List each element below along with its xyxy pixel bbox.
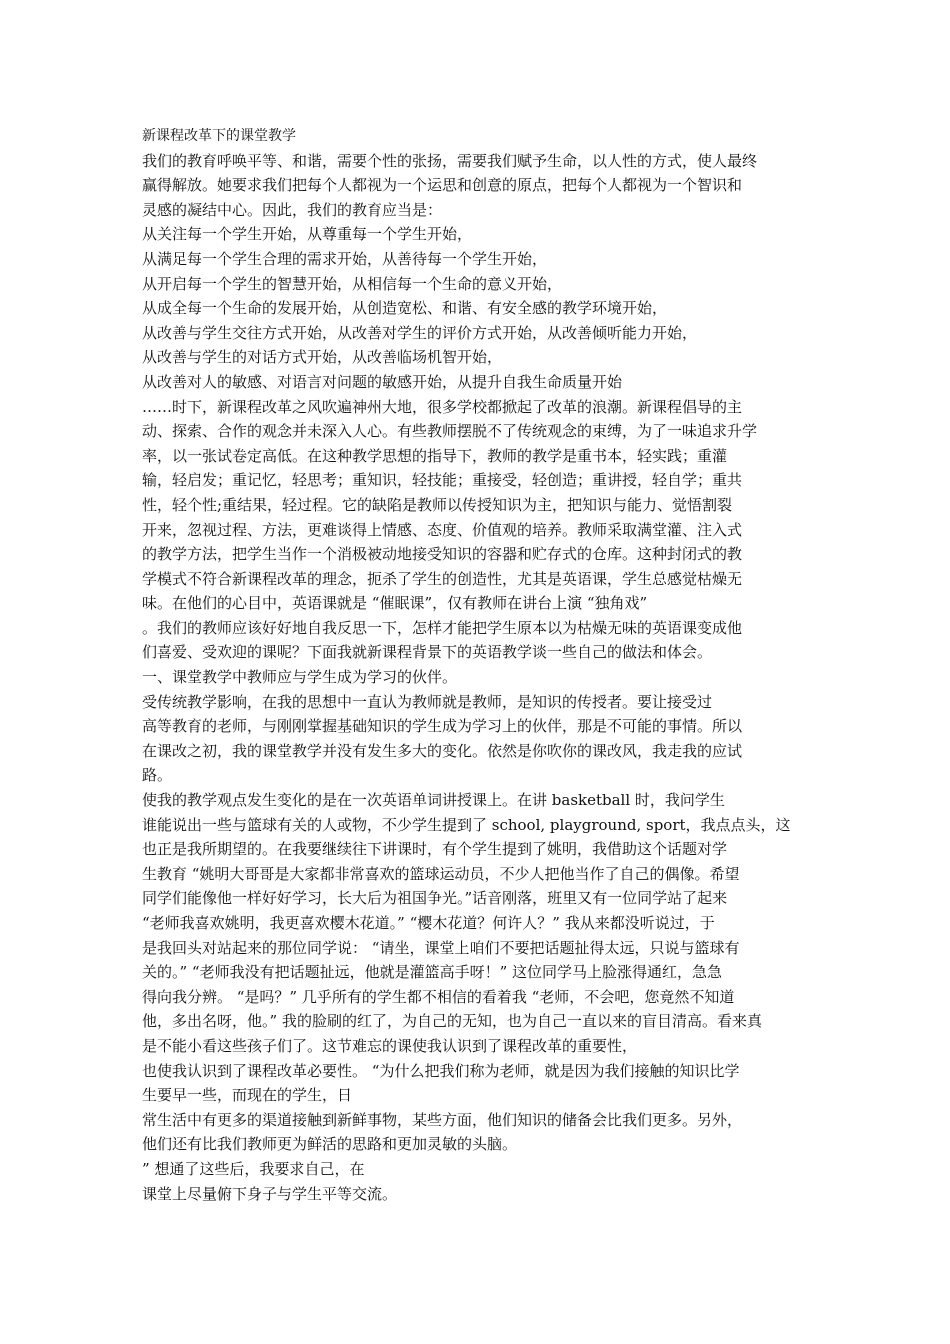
text-line: 从改善对人的敏感、对语言对问题的敏感开始，从提升自我生命质量开始 — [142, 372, 623, 391]
text-line: 生教育 “姚明大哥哥是大家都非常喜欢的篮球运动员，不少人把他当作了自己的偶像。希望 — [142, 864, 740, 883]
text-line: 一、课堂教学中教师应与学生成为学习的伙伴。 — [142, 668, 458, 687]
text-line: 常生活中有更多的渠道接触到新鲜事物，某些方面，他们知识的储备会比我们更多。另外， — [142, 1110, 743, 1129]
document-body — [142, 149, 812, 1207]
text-line: 使我的教学观点发生变化的是在一次英语单词讲授课上。在讲 basketball 时，我问学生 — [142, 791, 725, 810]
text-line: 开来，忽视过程、方法，更难谈得上情感、态度、价值观的培养。教师采取满堂灌、注入式 — [142, 520, 743, 539]
text-line: 率，以一张试卷定高低。在这种教学思想的指导下，教师的教学是重书本，轻实践；重灌 — [142, 446, 728, 465]
text-line: 受传统教学影响，在我的思想中一直认为教师就是教师，是知识的传授者。要让接受过 — [142, 692, 713, 711]
text-line: 从关注每一个学生开始，从尊重每一个学生开始， — [142, 225, 473, 244]
document-title: 新课程改革下的课堂教学 — [142, 128, 296, 144]
text-line: 是不能小看这些孩子们了。这节难忘的课使我认识到了课程改革的重要性， — [142, 1036, 638, 1055]
text-line: 关的。” “老师我没有把话题扯远，他就是灌篮高手呀！” 这位同学马上脸涨得通红，急急 — [142, 963, 723, 982]
text-line: 课堂上尽量俯下身子与学生平等交流。 — [142, 1184, 398, 1203]
text-line: 也正是我所期望的。在我要继续往下讲课时，有个学生提到了姚明，我借助这个话题对学 — [142, 840, 728, 859]
text-line: 动、探索、合作的观念并未深入人心。有些教师摆脱不了传统观念的束缚，为了一味追求升学 — [142, 422, 758, 441]
text-line: 性，轻个性;重结果，轻过程。它的缺陷是教师以传授知识为主，把知识与能力、觉悟割裂 — [142, 495, 733, 514]
text-line: 从改善与学生交往方式开始，从改善对学生的评价方式开始，从改善倾听能力开始， — [142, 323, 698, 342]
text-line: 。我们的教师应该好好地自我反思一下，怎样才能把学生原本以为枯燥无味的英语课变成他 — [142, 618, 743, 637]
text-line: 从改善与学生的对话方式开始，从改善临场机智开始， — [142, 348, 503, 367]
document-page — [142, 124, 812, 1206]
text-line: 也使我认识到了课程改革必要性。 “为什么把我们称为老师，就是因为我们接触的知识比学 — [142, 1061, 740, 1080]
text-line: 得向我分辨。 “是吗？” 几乎所有的学生都不相信的看着我 “老师，不会吧，您竟然不知道 — [142, 987, 735, 1006]
text-line: 从开启每一个学生的智慧开始，从相信每一个生命的意义开始， — [142, 274, 563, 293]
text-line: 高等教育的老师，与刚刚掌握基础知识的学生成为学习上的伙伴，那是不可能的事情。所以 — [142, 717, 743, 736]
text-line: ……时下，新课程改革之风吹遍神州大地，很多学校都掀起了改革的浪潮。新课程倡导的主 — [142, 397, 743, 416]
text-line: 同学们能像他一样好好学习，长大后为祖国争光。”话音刚落，班里又有一位同学站了起来 — [142, 889, 728, 908]
text-line: 们喜爱、受欢迎的课呢？下面我就新课程背景下的英语教学谈一些自己的做法和体会。 — [142, 643, 713, 662]
text-line: 谁能说出一些与篮球有关的人或物，不少学生提到了 school, playground, sport，我点点头，这 — [142, 815, 791, 834]
text-line: 他们还有比我们教师更为鲜活的思路和更加灵敏的头脑。 — [142, 1135, 518, 1154]
text-line: 他，多出名呀，他。” 我的脸刷的红了，为自己的无知，也为自己一直以来的盲目清高。看来真 — [142, 1012, 762, 1031]
text-line: 赢得解放。她要求我们把每个人都视为一个运思和创意的原点，把每个人都视为一个智识和 — [142, 176, 743, 195]
text-line: 输，轻启发；重记忆，轻思考；重知识，轻技能；重接受，轻创造；重讲授，轻自学；重共 — [142, 471, 743, 490]
text-line: 路。 — [142, 766, 173, 785]
text-line: 味。在他们的心目中，英语课就是 “催眠课”，仅有教师在讲台上演 “独角戏” — [142, 594, 648, 613]
text-line: 是我回头对站起来的那位同学说： “请坐，课堂上咱们不要把话题扯得太远，只说与篮球有 — [142, 938, 740, 957]
text-line: ” 想通了这些后，我要求自己，在 — [142, 1159, 365, 1178]
text-line: 生要早一些，而现在的学生，日 — [142, 1086, 353, 1105]
text-line: 从成全每一个生命的发展开始，从创造宽松、和谐、有安全感的教学环境开始， — [142, 299, 668, 318]
text-line: 从满足每一个学生合理的需求开始，从善待每一个学生开始， — [142, 249, 548, 268]
text-line: 在课改之初，我的课堂教学并没有发生多大的变化。依然是你吹你的课改风，我走我的应试 — [142, 741, 743, 760]
text-line: 的教学方法，把学生当作一个消极被动地接受知识的容器和贮存式的仓库。这种封闭式的教 — [142, 545, 743, 564]
text-line: “老师我喜欢姚明，我更喜欢樱木花道。” “樱木花道？何许人？” 我从来都没听说过，于 — [142, 914, 715, 932]
text-line: 学模式不符合新课程改革的理念，扼杀了学生的创造性，尤其是英语课，学生总感觉枯燥无 — [142, 569, 743, 588]
text-line: 灵感的凝结中心。因此，我们的教育应当是： — [142, 200, 443, 219]
text-line: 我们的教育呼唤平等、和谐，需要个性的张扬，需要我们赋予生命，以人性的方式，使人最终 — [142, 151, 758, 170]
